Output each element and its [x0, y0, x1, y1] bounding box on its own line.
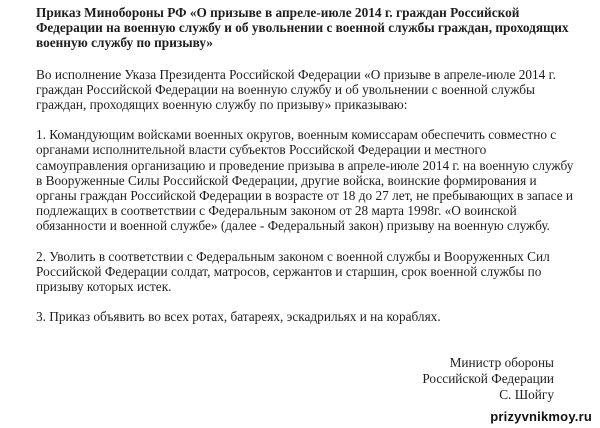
- signature-name: С. Шойгу: [499, 387, 554, 402]
- signature-position: Министр обороны: [449, 355, 554, 370]
- watermark-text: prizyvnikmoy.ru: [490, 409, 592, 424]
- item-1-paragraph: 1. Командующим войсками военных округов, военным комиссарам обеспечить совместно с органами исполнительной власти субъектов Российской Федерации и местного самоуправления организацию и проведение призыва в апреле-июле 2014 г. на военную службу в Вооруженные Силы Российской Федерации, другие войска, воинские формирования и органы граждан Российской Федерации в возрасте от 18 до 27 лет, не пребывающих в запасе и подлежащих в соответствии с Федеральным законом от 28 марта 1998г. «О воинской обязанности и военной службе» (далее - Федеральный закон) призыву на военную службу.: [36, 127, 574, 234]
- preamble-paragraph: Во исполнение Указа Президента Российской Федерации «О призыве в апреле-июле 2014 г. граждан Российской Федерации на военную службу и об увольнении с военной службы граждан, проходящих военную службу по призыву» приказываю:: [36, 66, 556, 113]
- signature-block: [422, 355, 554, 403]
- item-3-paragraph: 3. Приказ объявить во всех ротах, батареях, эскадрильях и на кораблях.: [36, 309, 441, 325]
- document-title: Приказ Минобороны РФ «О призыве в апреле-июле 2014 г. граждан Российской Федерации на военную службу и об увольнении с военной службы граждан, проходящих военную службу по призыву»: [36, 5, 569, 51]
- document-body: [36, 5, 576, 339]
- signature-organization: Российской Федерации: [422, 371, 554, 386]
- item-2-paragraph: 2. Уволить в соответствии с Федеральным законом с военной службы и Вооруженных Сил Российской Федерации солдат, матросов, сержантов и старшин, срок военной службы по призыву которых истек.: [36, 248, 550, 295]
